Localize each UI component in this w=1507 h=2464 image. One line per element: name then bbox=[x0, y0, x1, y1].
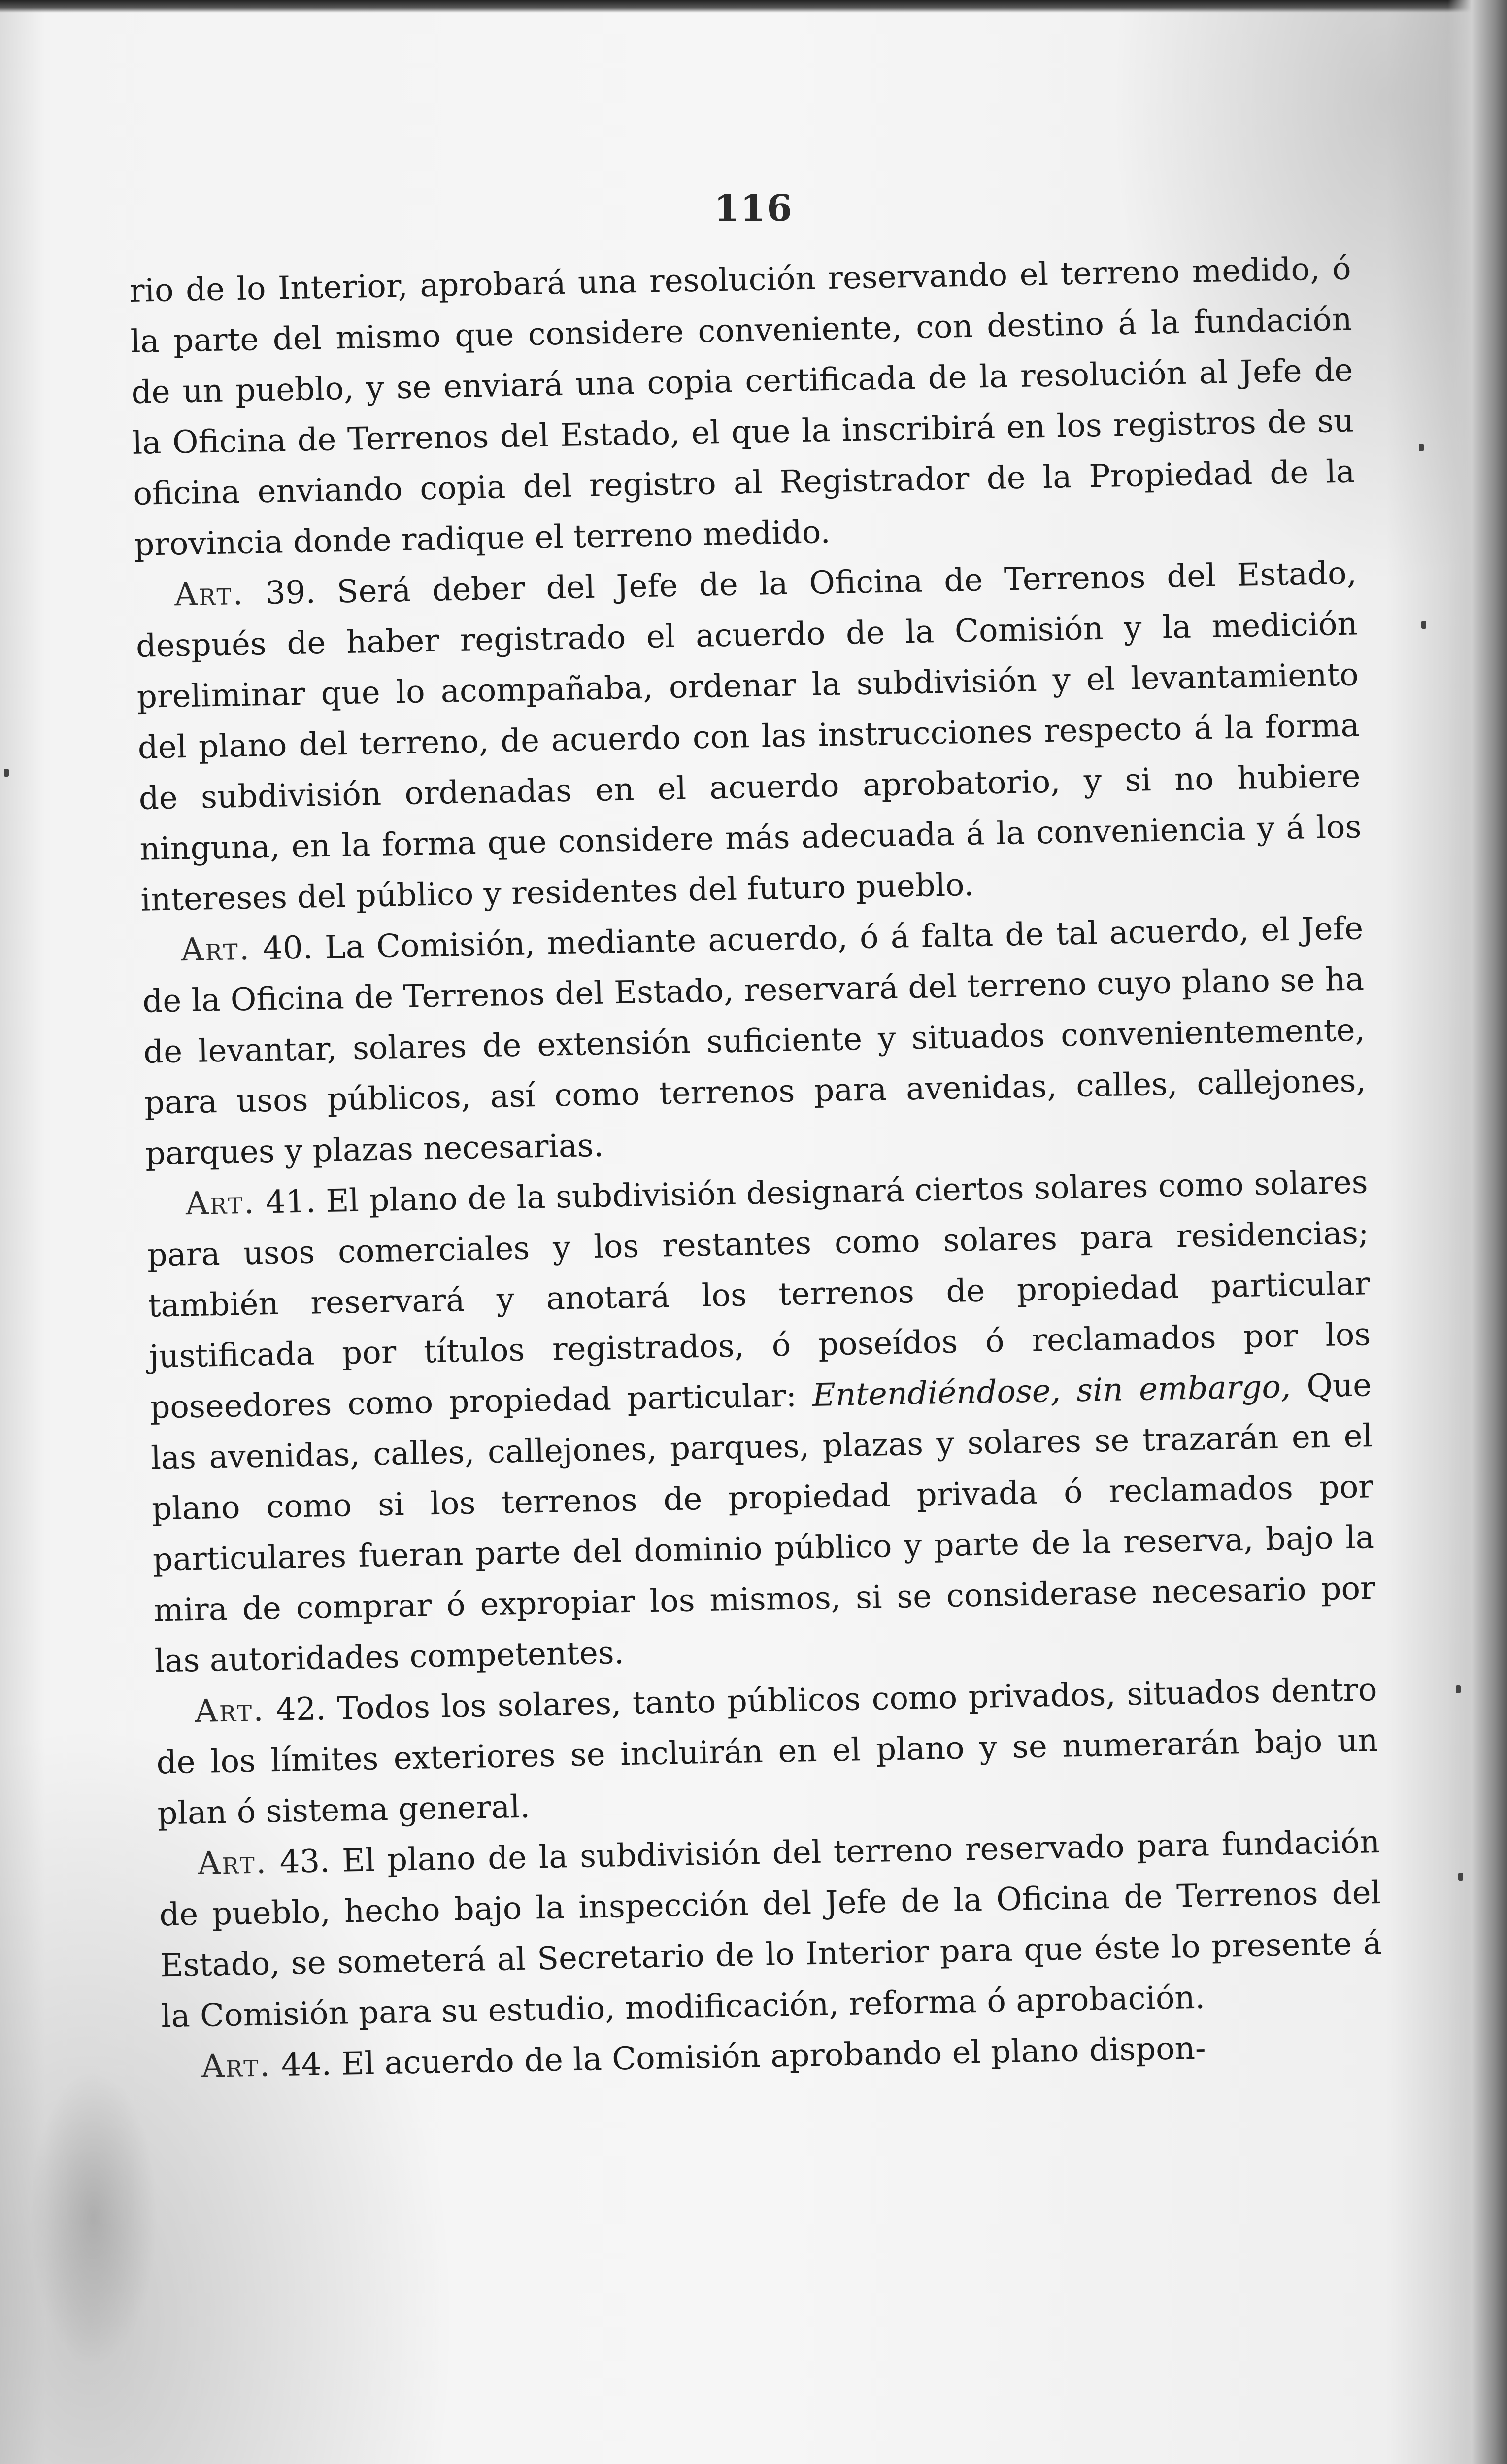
article-text: La Comisión, mediante acuerdo, ó á falta de tal acuerdo, el Jefe de la Oficina de Terrenos del Estado, reservará del terreno cuyo plano se ha de levantar, solares de extensión suficiente y situados convenientemente, para usos públicos, así como terrenos para avenidas, calles, callejones, parques y plazas necesarias. bbox=[142, 910, 1367, 1172]
article-number: 40. bbox=[262, 929, 313, 967]
page-top-shadow bbox=[0, 0, 1507, 13]
paragraph-continuation bbox=[129, 244, 1356, 571]
article-text-continued: Que las avenidas, calles, callejones, parques, plazas y solares se trazarán en el plano como si los terrenos de propiedad privada ó reclamados por particulares fueran parte del dominio público y parte de la reserva, bajo la mira de comprar ó expropiar los mismos, si se considerase necesario por las autoridades competentes. bbox=[150, 1367, 1376, 1680]
margin-mark bbox=[1421, 621, 1426, 629]
article-number: 44. bbox=[281, 2046, 332, 2084]
article-text: El acuerdo de la Comisión aprobando el plano dispon- bbox=[341, 2030, 1206, 2083]
article-39 bbox=[134, 548, 1363, 925]
page-number: 116 bbox=[714, 187, 793, 230]
article-number: 43. bbox=[279, 1843, 331, 1881]
article-number: 42. bbox=[275, 1691, 327, 1729]
article-number: 41. bbox=[265, 1183, 316, 1221]
article-text: El plano de la subdivisión designará ciertos solares como solares para usos comerciales y los restantes como solares para residencias; también reservará y anotará los terrenos de propiedad particular justificada por títulos registrados, ó poseídos ó reclamados por los poseedores como propiedad particular: bbox=[147, 1164, 1371, 1426]
page-binding-shadow bbox=[1448, 0, 1507, 2464]
margin-mark bbox=[1456, 1685, 1461, 1693]
page-stain bbox=[30, 2070, 158, 2365]
article-italic-proviso: Entendiéndose, sin embargo, bbox=[812, 1369, 1291, 1414]
article-text: El plano de la subdivisión del terreno reservado para fundación de pueblo, hecho bajo la inspección del Jefe de la Oficina de Terrenos del Estado, se someterá al Secretario de lo Interior para que éste lo presente á la Comisión para su estudio, modificación, reforma ó aprobación. bbox=[159, 1824, 1382, 2035]
body-text bbox=[129, 244, 1384, 2093]
article-label: Art. bbox=[180, 930, 251, 969]
article-text: Todos los solares, tanto públicos como privados, situados dentro de los límites exteriores se incluirán en el plano y se numerarán bajo un plan ó sistema general. bbox=[156, 1672, 1378, 1832]
article-number: 39. bbox=[265, 574, 316, 612]
margin-mark bbox=[1419, 444, 1424, 451]
article-43 bbox=[158, 1817, 1383, 2042]
article-text: Será deber del Jefe de la Oficina de Terrenos del Estado, después de haber registrado el acuerdo de la Comisión y la medición preliminar que lo acompañaba, ordenar la subdivisión y el levantamiento del plano del terreno, de acuerdo con las instrucciones respecto á la forma de subdivisión ordenadas en el acuerdo aprobatorio, y si no hubiere ninguna, en la forma que considere más adecuada á la conveniencia y á los intereses del público y residentes del futuro pueblo. bbox=[135, 555, 1362, 919]
article-41 bbox=[146, 1157, 1376, 1687]
article-label: Art. bbox=[174, 575, 245, 614]
article-label: Art. bbox=[195, 1692, 266, 1730]
article-label: Art. bbox=[197, 1844, 268, 1882]
margin-mark bbox=[4, 769, 9, 777]
paragraph-text: rio de lo Interior, aprobará una resolución reservando el terreno medido, ó la parte del mismo que considere conveniente, con destino á la fundación de un pueblo, y se enviará una copia certificada de la resolución al Jefe de la Oficina de Terrenos del Estado, el que la inscribirá en los registros de su oficina enviando copia del registro al Registrador de la Propiedad de la provincia donde radique el terreno medido. bbox=[129, 250, 1355, 563]
article-label: Art. bbox=[185, 1184, 256, 1223]
article-label: Art. bbox=[201, 2047, 272, 2085]
article-42 bbox=[155, 1665, 1379, 1839]
margin-mark bbox=[1458, 1873, 1463, 1881]
article-40 bbox=[141, 903, 1368, 1179]
